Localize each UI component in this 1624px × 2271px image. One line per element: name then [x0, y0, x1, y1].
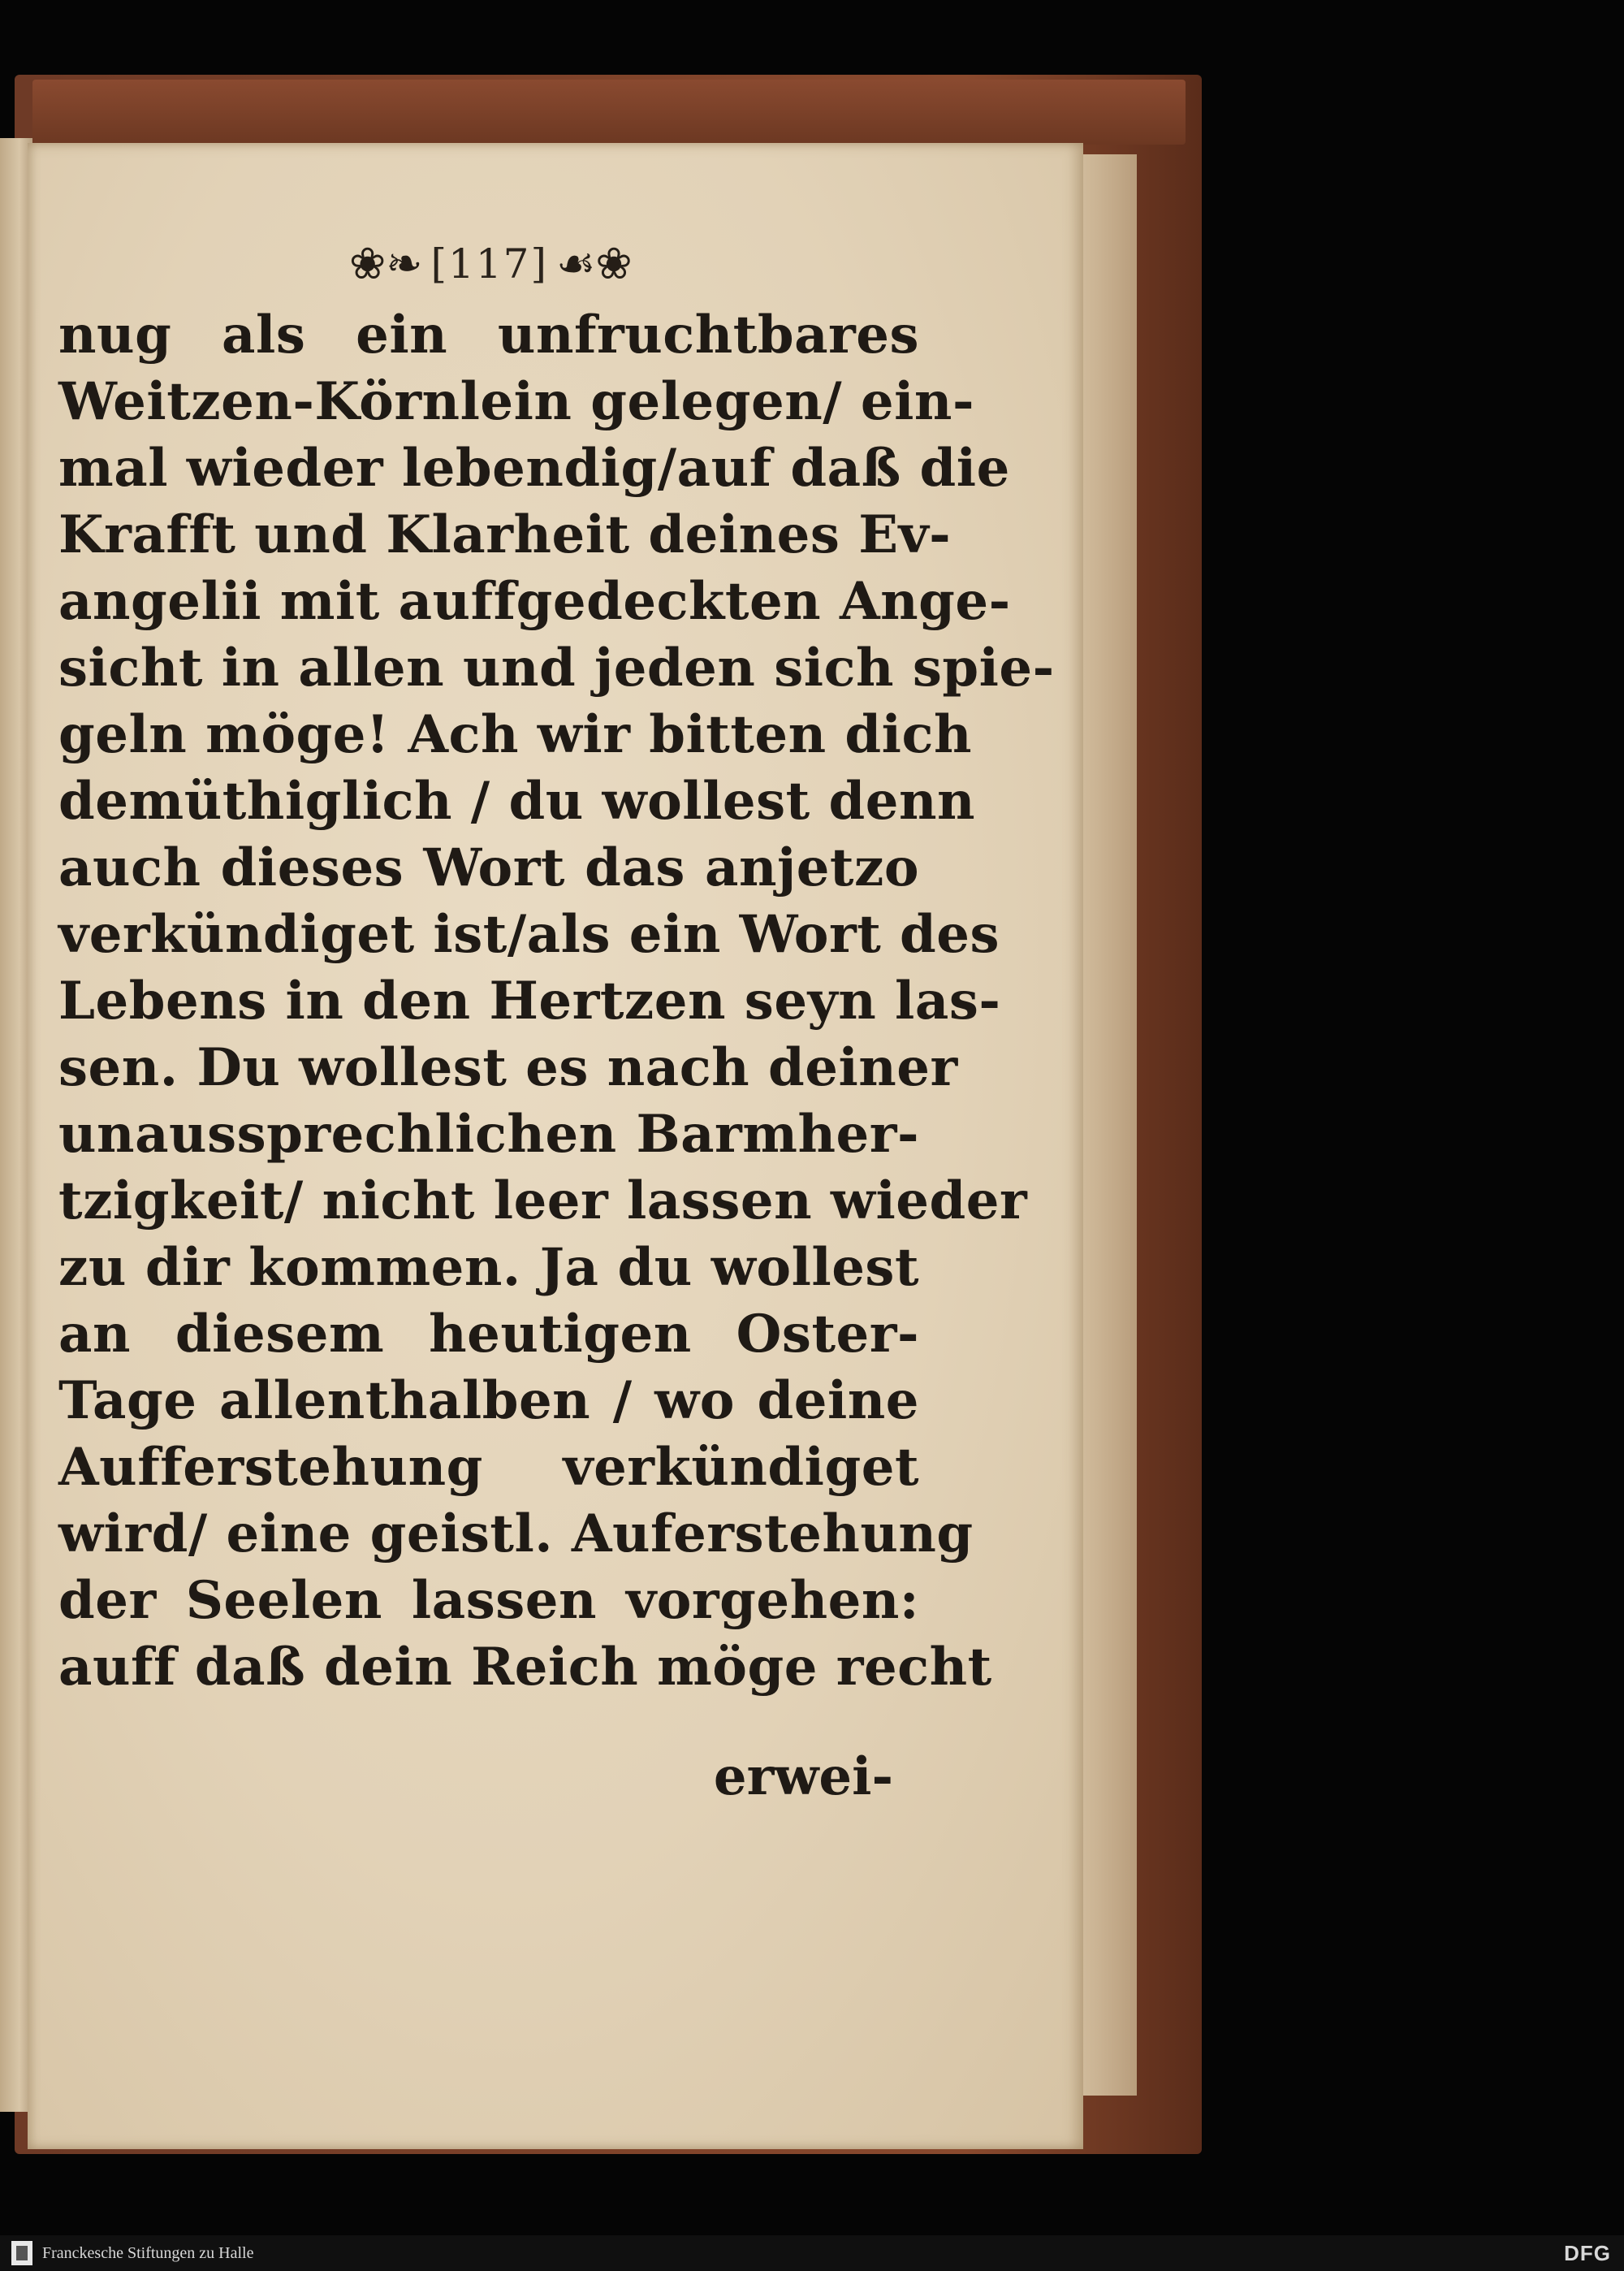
text-line: demüthiglich / du wollest denn: [58, 771, 976, 832]
institution-logo-icon: [11, 2241, 32, 2265]
body-text: [58, 302, 1055, 1701]
text-line: verkündiget ist/als ein Wort des: [58, 904, 1000, 965]
text-line: geln möge! Ach wir bitten dich: [58, 704, 972, 765]
footer-left: [0, 2241, 253, 2265]
text-line: sen. Du wollest es nach deiner: [58, 1037, 958, 1098]
text-line: der Seelen lassen vorgehen:: [58, 1570, 919, 1631]
text-line: nug als ein unfruchtbares: [58, 305, 919, 366]
ornament-right-icon: ☙❀: [555, 238, 633, 289]
text-line: Krafft und Klarheit deines Ev-: [58, 504, 952, 565]
text-line: Lebens in den Hertzen seyn las-: [58, 971, 1001, 1032]
page-header: [349, 236, 633, 292]
footer-bar: [0, 2235, 1624, 2271]
text-line: tzigkeit/ nicht leer lassen wieder: [58, 1170, 1028, 1231]
text-line: mal wieder lebendig/auf daß die: [58, 438, 1010, 499]
catchword: erwei-: [713, 1746, 893, 1807]
text-line: angelii mit auffgedeckten Ange-: [58, 571, 1011, 632]
text-line: Aufferstehung verkündiget: [58, 1437, 919, 1498]
text-line: auch dieses Wort das anjetzo: [58, 837, 919, 898]
text-line: Tage allenthalben / wo deine: [58, 1370, 919, 1431]
institution-name: Franckesche Stiftungen zu Halle: [42, 2243, 254, 2262]
text-line: wird/ eine geistl. Auferstehung: [58, 1503, 974, 1564]
page-number: [117]: [430, 240, 548, 288]
text-line: unaussprechlichen Barmher-: [58, 1104, 919, 1165]
ornament-left-icon: ❀❧: [349, 238, 423, 289]
text-line: zu dir kommen. Ja du wollest: [58, 1237, 919, 1298]
dfg-logo: DFG: [1564, 2240, 1611, 2265]
book-cover-top-edge: [32, 80, 1186, 145]
text-line: Weitzen-Körnlein gelegen/ ein-: [58, 371, 974, 432]
text-line: auff daß dein Reich möge recht: [58, 1637, 992, 1698]
text-line: sicht in allen und jeden sich spie-: [58, 638, 1055, 699]
text-line: an diesem heutigen Oster-: [58, 1304, 919, 1365]
